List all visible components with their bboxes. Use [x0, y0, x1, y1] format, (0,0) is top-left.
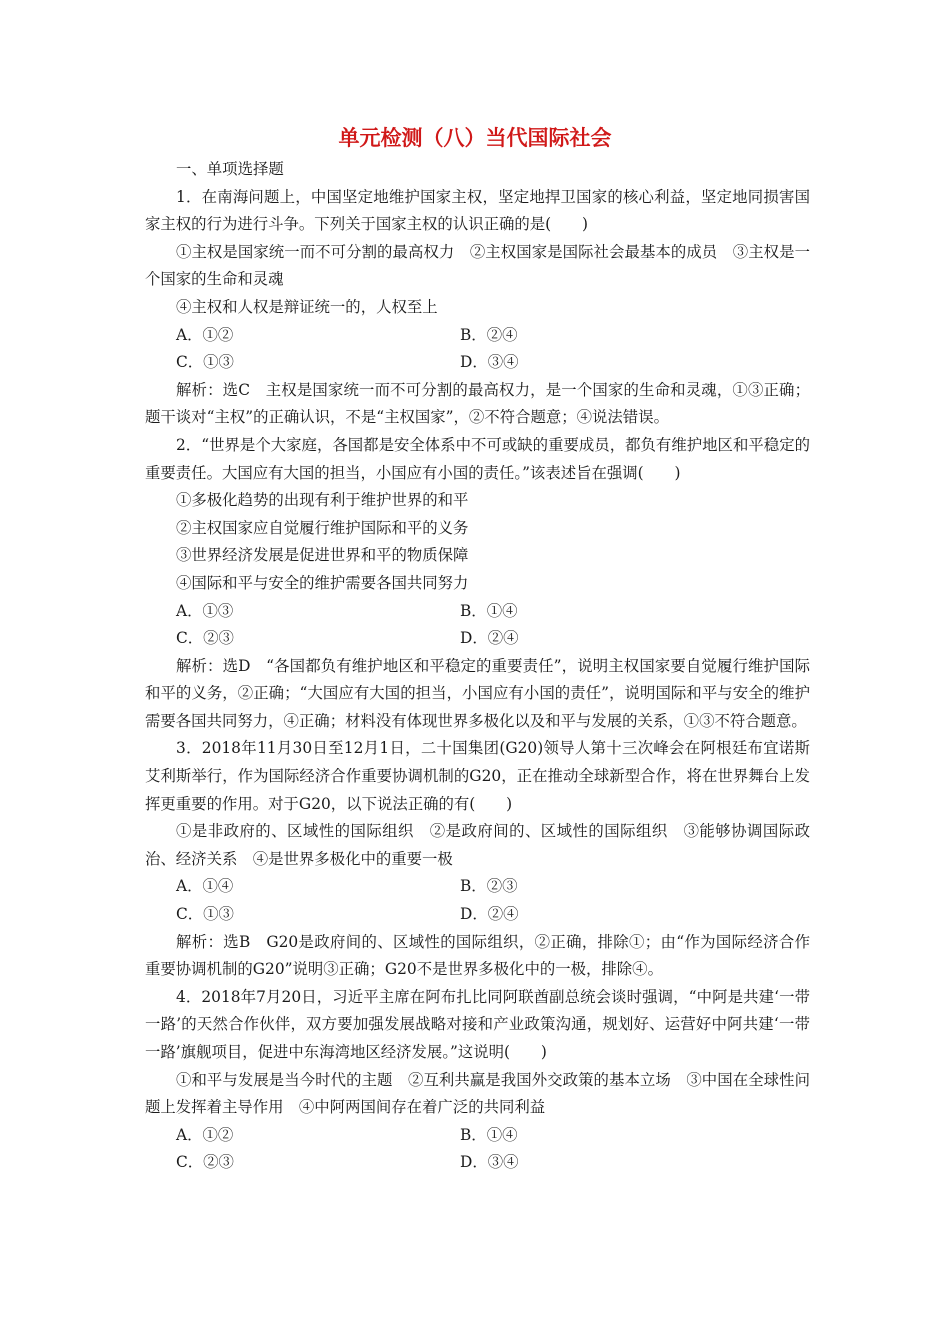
- question-2-statement-2: ②主权国家应自觉履行维护国际和平的义务: [176, 518, 469, 537]
- question-2-statement-1: ①多极化趋势的出现有利于维护世界的和平: [176, 491, 469, 510]
- question-3-statements: ①是非政府的、区域性的国际组织 ②是政府间的、区域性的国际组织 ③能够协调国际政治、经济关系 ④是世界多极化中的重要一极: [145, 822, 810, 868]
- question-2-statement-3: ③世界经济发展是促进世界和平的物质保障: [176, 546, 469, 565]
- option-a: A．①②: [176, 325, 234, 344]
- question-4-options-row-2: [145, 1149, 810, 1177]
- question-1-statement-4: ④主权和人权是辩证统一的，人权至上: [176, 297, 438, 316]
- question-1-stem: 1．在南海问题上，中国坚定地维护国家主权，坚定地捍卫国家的核心利益，坚定地同损害国家主权的行为进行斗争。下列关于国家主权的认识正确的是( ): [145, 187, 810, 234]
- option-d: D．②④: [460, 629, 519, 648]
- question-1-analysis: 解析：选C 主权是国家统一而不可分割的最高权力，是一个国家的生命和灵魂，①③正确；题干谈对“主权”的正确认识，不是“主权国家”，②不符合题意；④说法错误。: [145, 380, 810, 427]
- option-b: B．②③: [460, 877, 518, 896]
- question-4-stem: 4．2018年7月20日，习近平主席在阿布扎比同阿联酋副总统会谈时强调，“中阿是共建‘一带一路’的天然合作伙伴，双方要加强发展战略对接和产业政策沟通，规划好、运营好中阿共建‘一带一路’旗舰项目，促进中东海湾地区经济发展。”这说明( ): [145, 987, 810, 1061]
- question-4-options-row-1: [145, 1122, 810, 1150]
- question-3-analysis: 解析：选B G20是政府间的、区域性的国际组织，②正确，排除①；由“作为国际经济合作重要协调机制的G20”说明③正确；G20不是世界多极化中的一极，排除④。: [145, 932, 810, 979]
- question-1-options-row-1: [145, 322, 810, 350]
- question-2-statement-4: ④国际和平与安全的维护需要各国共同努力: [176, 573, 469, 592]
- question-3-stem: 3．2018年11月30日至12月1日，二十国集团(G20)领导人第十三次峰会在阿根廷布宜诺斯艾利斯举行，作为国际经济合作重要协调机制的G20，正在推动全球新型合作，将在世界舞台上发挥更重要的作用。对于G20，以下说法正确的有( ): [145, 739, 810, 813]
- option-a: A．①②: [176, 1125, 234, 1144]
- question-2-analysis: 解析：选D “各国都负有维护地区和平稳定的重要责任”，说明主权国家要自觉履行维护国际和平的义务，②正确；“大国应有大国的担当，小国应有小国的责任”，说明国际和平与安全的维护需要各国共同努力，④正确；材料没有体现世界多极化以及和平与发展的关系，①③不符合题意。: [145, 656, 810, 730]
- question-2-options-row-1: [145, 598, 810, 626]
- section-heading: 一、单项选择题: [176, 160, 284, 178]
- option-c: C．②③: [176, 1153, 234, 1172]
- option-a: A．①④: [176, 877, 234, 896]
- document-title: 单元检测（八）当代国际社会: [338, 126, 612, 150]
- document-body: [145, 156, 810, 1177]
- question-2-options-row-2: [145, 625, 810, 653]
- option-d: D．②④: [460, 905, 519, 924]
- question-2-stem: 2．“世界是个大家庭，各国都是安全体系中不可或缺的重要成员，都负有维护地区和平稳定的重要责任。大国应有大国的担当，小国应有小国的责任。”该表述旨在强调( ): [145, 435, 810, 482]
- option-b: B．①④: [460, 1125, 518, 1144]
- option-d: D．③④: [460, 1153, 519, 1172]
- question-1-options-row-2: [145, 349, 810, 377]
- option-c: C．①③: [176, 905, 234, 924]
- question-4-statements: ①和平与发展是当今时代的主题 ②互利共赢是我国外交政策的基本立场 ③中国在全球性问题上发挥着主导作用 ④中阿两国间存在着广泛的共同利益: [145, 1070, 810, 1117]
- option-b: B．②④: [460, 325, 518, 344]
- option-a: A．①③: [176, 601, 234, 620]
- option-d: D．③④: [460, 353, 519, 372]
- option-c: C．①③: [176, 353, 234, 372]
- question-3-options-row-1: [145, 873, 810, 901]
- question-1-statements: ①主权是国家统一而不可分割的最高权力 ②主权国家是国际社会最基本的成员 ③主权是一个国家的生命和灵魂: [145, 242, 810, 289]
- option-b: B．①④: [460, 601, 518, 620]
- question-3-options-row-2: [145, 901, 810, 929]
- option-c: C．②③: [176, 629, 234, 648]
